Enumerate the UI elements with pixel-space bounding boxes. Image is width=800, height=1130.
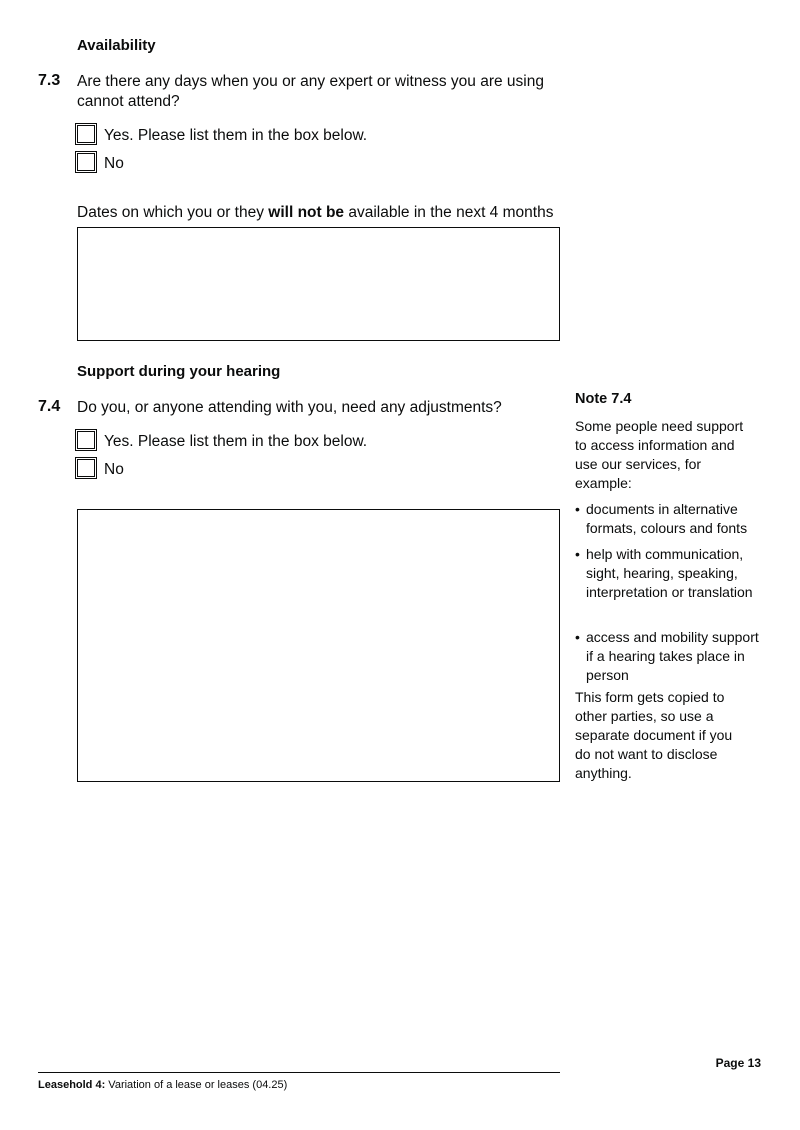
availability-yes-checkbox[interactable]	[77, 125, 95, 143]
adjustments-yes-checkbox[interactable]	[77, 431, 95, 449]
adjustments-no-label: No	[104, 461, 124, 478]
dates-label: Dates on which you or they will not be available in the next 4 months	[77, 204, 554, 221]
support-heading: Support during your hearing	[77, 363, 281, 380]
note-bullet-2: • help with communication, sight, hearing, speaking, interpretation or translation	[575, 545, 776, 602]
adjustments-no-checkbox[interactable]	[77, 459, 95, 477]
question-number-7-4: 7.4	[38, 398, 61, 415]
adjustments-yes-label: Yes. Please list them in the box below.	[104, 433, 368, 450]
note-7-4-title: Note 7.4	[575, 391, 632, 407]
note-intro: Some people need support to access information and use our services, for example:	[575, 418, 744, 491]
unavailable-dates-input[interactable]	[77, 227, 560, 341]
availability-yes-label: Yes. Please list them in the box below.	[104, 127, 368, 144]
availability-no-checkbox[interactable]	[77, 153, 95, 171]
footer-divider	[38, 1072, 560, 1073]
question-7-3-text: Are there any days when you or any expert or witness you are using cannot attend?	[77, 73, 544, 110]
note-bullet-1: • documents in alternative formats, colours and fonts	[575, 500, 776, 538]
page-number: Page 13	[715, 1056, 761, 1070]
availability-no-label: No	[104, 155, 124, 172]
question-number-7-3: 7.3	[38, 72, 61, 89]
adjustments-input[interactable]	[77, 509, 560, 782]
availability-heading: Availability	[77, 37, 156, 54]
form-footer: Leasehold 4: Variation of a lease or leases (04.25)	[38, 1079, 288, 1091]
question-7-4-text: Do you, or anyone attending with you, need any adjustments?	[77, 399, 502, 416]
note-bullet-3: • access and mobility support if a hearing takes place in person	[575, 628, 766, 685]
note-outro: This form gets copied to other parties, so use a separate document if you do not want to disclose anything.	[575, 689, 733, 781]
